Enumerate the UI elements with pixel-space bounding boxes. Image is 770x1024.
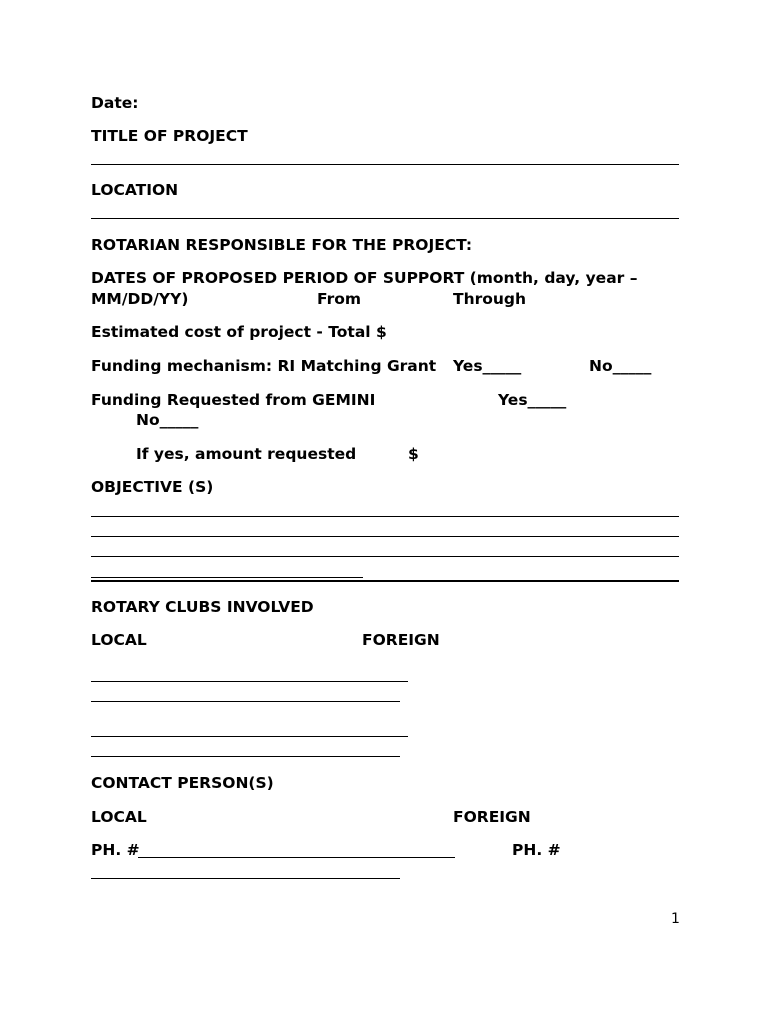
clubs-foreign-label: FOREIGN	[362, 631, 440, 649]
date-label: Date:	[91, 94, 139, 112]
contact-foreign-label: FOREIGN	[453, 808, 531, 826]
objective-line-3[interactable]	[91, 556, 679, 557]
project-title-field[interactable]	[91, 164, 679, 165]
contact-line[interactable]	[91, 878, 400, 879]
dates-label-line1: DATES OF PROPOSED PERIOD OF SUPPORT (month, day, year –	[91, 269, 638, 287]
rotary-clubs-label: ROTARY CLUBS INVOLVED	[91, 598, 314, 616]
estimated-cost-label: Estimated cost of project - Total $	[91, 323, 387, 341]
funding-mechanism-label: Funding mechanism: RI Matching Grant	[91, 357, 437, 375]
phone-local-label: PH. #	[91, 841, 140, 859]
objective-line-2[interactable]	[91, 536, 679, 537]
objectives-label: OBJECTIVE (S)	[91, 478, 214, 496]
amount-requested-label: If yes, amount requested	[136, 445, 357, 463]
contact-persons-label: CONTACT PERSON(S)	[91, 774, 274, 792]
objectives-divider	[91, 580, 679, 582]
funding-mechanism-yes[interactable]: Yes_____	[453, 357, 522, 375]
dates-label-line2: MM/DD/YY)	[91, 290, 189, 308]
club-line-4[interactable]	[91, 756, 400, 757]
club-line-2[interactable]	[91, 701, 400, 702]
location-label: LOCATION	[91, 181, 179, 199]
location-field[interactable]	[91, 218, 679, 219]
phone-foreign-label: PH. #	[512, 841, 561, 859]
from-label: From	[317, 290, 362, 308]
page-number: 1	[671, 911, 680, 927]
funding-requested-yes[interactable]: Yes_____	[498, 391, 567, 409]
project-title-label: TITLE OF PROJECT	[91, 127, 248, 145]
through-label: Through	[453, 290, 527, 308]
rotarian-label: ROTARIAN RESPONSIBLE FOR THE PROJECT:	[91, 236, 473, 254]
funding-mechanism-no[interactable]: No_____	[589, 357, 652, 375]
phone-local-field[interactable]	[138, 857, 455, 858]
objective-line-1[interactable]	[91, 516, 679, 517]
club-line-3[interactable]	[91, 736, 408, 737]
amount-dollar-sign: $	[408, 445, 419, 463]
objective-line-4[interactable]	[91, 577, 363, 578]
club-line-1[interactable]	[91, 681, 408, 682]
funding-requested-no[interactable]: No_____	[136, 411, 199, 429]
clubs-local-label: LOCAL	[91, 631, 147, 649]
contact-local-label: LOCAL	[91, 808, 147, 826]
funding-requested-label: Funding Requested from GEMINI	[91, 391, 376, 409]
